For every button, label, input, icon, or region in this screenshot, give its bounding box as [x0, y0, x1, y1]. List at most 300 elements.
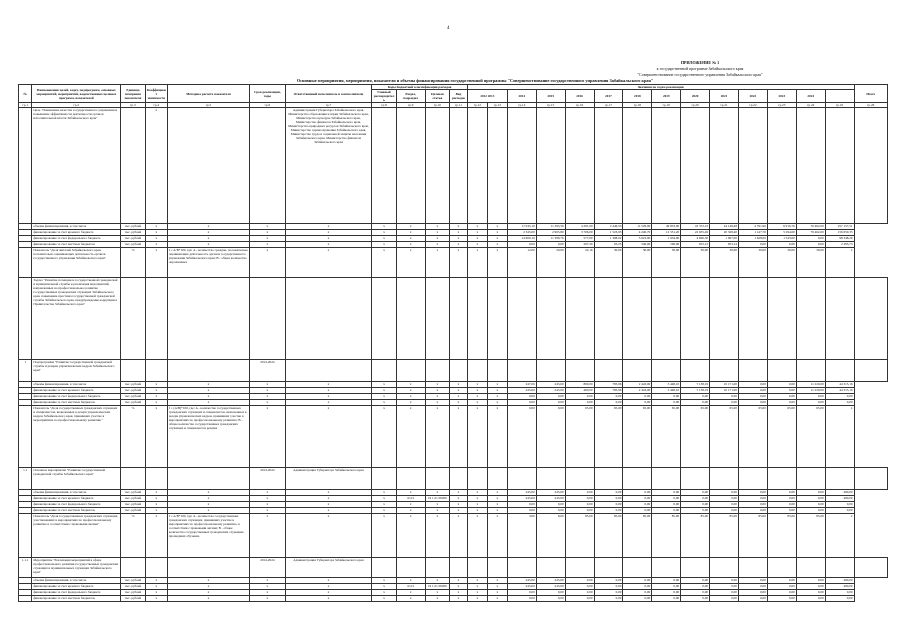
period-cell: х — [250, 490, 286, 496]
column-number: гр.23 — [767, 103, 796, 108]
period-cell: х — [250, 496, 286, 502]
value-cell: 85,00 — [652, 514, 681, 558]
code-cell: х — [425, 242, 449, 248]
value-cell — [467, 278, 487, 360]
financing-label: финансирование за счет федерального бюджета — [32, 394, 121, 400]
value-cell: 0,00 — [796, 490, 825, 496]
value-cell: 12 551,20 — [652, 230, 681, 236]
value-cell: 0,00 — [710, 502, 739, 508]
value-cell: х — [487, 394, 507, 400]
method-cell: х — [167, 394, 249, 400]
exec-cell: х — [285, 400, 372, 406]
value-cell: 0,00 — [796, 394, 825, 400]
code-cell: х — [372, 596, 396, 602]
header-code-grbs: Главный распорядитель — [373, 90, 395, 102]
exec-cell: Администрация Губернатора Забайкальского края, Министерство образования и науки Забайкальского края, Министерство культуры Забайкальского края, Министерство финансов Забайкальского края, Министерство природных ресурсов Забайкальского края, Министерство здравоохранения Забайкальского края, Министерство труда и социальной защиты населения Забайкальского края, Министерство финансов Забайкальского края — [285, 108, 372, 224]
value-cell — [652, 360, 681, 382]
value-cell: 800,00 — [565, 382, 594, 388]
column-number: гр.11 — [450, 103, 468, 108]
code-cell: х — [450, 502, 468, 508]
column-number: гр.13 — [487, 103, 507, 108]
value-cell: 30,00 — [652, 248, 681, 278]
value-cell — [767, 108, 796, 224]
code-cell: х — [396, 596, 425, 602]
header-year: 2014 — [507, 90, 536, 103]
header-year: 2023 — [767, 90, 796, 103]
value-cell: х — [487, 242, 507, 248]
value-cell — [565, 108, 594, 224]
value-cell: 655,12 — [681, 242, 710, 248]
code-cell — [450, 468, 468, 490]
value-cell: х — [825, 248, 854, 278]
value-cell: 4 281,00 — [565, 224, 594, 230]
column-number: гр.21 — [710, 103, 739, 108]
value-cell — [825, 108, 854, 224]
value-cell: 0,00 — [623, 490, 652, 496]
value-cell: 20,00 — [536, 248, 565, 278]
value-cell: 0,00 — [767, 596, 796, 602]
section-name: Цель "Повышение качества государственного управления и повышение эффективности деятельности органов исполнительной власти Забайкальского края" — [32, 108, 121, 224]
row-no-blank — [19, 514, 32, 558]
value-cell: 245,00 — [536, 382, 565, 388]
value-cell: 0,00 — [652, 508, 681, 514]
appendix-line3: "Совершенствование государственного управления Забайкальского края" — [637, 72, 763, 77]
value-cell: х — [467, 406, 487, 468]
period-cell: х — [250, 242, 286, 248]
unit-cell — [121, 108, 145, 224]
value-cell: 30,00 — [796, 248, 825, 278]
financing-label: финансирование за счет федерального бюджета — [32, 590, 121, 596]
value-cell — [738, 558, 767, 578]
header-year: 2018 — [623, 90, 652, 103]
value-cell: 0,00 — [652, 590, 681, 596]
method-cell: х — [167, 578, 249, 584]
unit-cell: тыс. рублей — [121, 590, 145, 596]
value-cell: 1 523,93 — [594, 230, 623, 236]
exec-cell: х — [285, 584, 372, 590]
code-cell: х — [396, 230, 425, 236]
exec-cell: х — [285, 248, 372, 278]
value-cell — [652, 278, 681, 360]
value-cell: 20 328,40 — [710, 230, 739, 236]
value-cell: 0,00 — [652, 596, 681, 602]
exec-cell: х — [285, 224, 372, 230]
value-cell: 3,00 — [507, 514, 536, 558]
column-number: гр.15 — [536, 103, 565, 108]
code-cell: х — [450, 394, 468, 400]
period-cell: х — [250, 394, 286, 400]
value-cell — [467, 108, 487, 224]
indicator-row — [19, 406, 888, 468]
indicator-method: I = (A/B)*100, где: A - количество государственных гражданских служащих и специалистов, включенных в резерв управленческих кадров, принявших участие в мероприятиях по профессиональному развитию; B - общее количество государственных гражданских служащих и специалистов резерва — [167, 406, 249, 468]
code-cell: х — [396, 242, 425, 248]
value-cell — [767, 360, 796, 382]
value-cell: 0,00 — [652, 496, 681, 502]
row-no: 1.1.1 — [19, 558, 32, 578]
value-cell: 0,00 — [738, 596, 767, 602]
value-cell: 0,00 — [738, 590, 767, 596]
header-period: Срок реализации, годы — [250, 85, 286, 103]
value-cell: 257 157,51 — [825, 224, 854, 230]
value-cell — [536, 558, 565, 578]
unit-cell: тыс. рублей — [121, 596, 145, 602]
value-cell: 1 934,00 — [652, 236, 681, 242]
financing-label: финансирование за счет краевого бюджета — [32, 584, 121, 590]
value-cell: 12,00 — [507, 248, 536, 278]
value-cell: 0,00 — [738, 496, 767, 502]
coef-cell: х — [145, 496, 167, 502]
code-cell: х — [425, 236, 449, 242]
value-cell: 1 543,00 — [767, 236, 796, 242]
value-cell — [565, 558, 594, 578]
value-cell: 0,00 — [652, 394, 681, 400]
value-cell — [652, 468, 681, 490]
code-cell: х — [372, 388, 396, 394]
value-cell: 0,00 — [738, 388, 767, 394]
code-cell: х — [372, 406, 396, 468]
method-cell: х — [167, 596, 249, 602]
value-cell: 0,00 — [565, 394, 594, 400]
exec-cell: х — [285, 496, 372, 502]
value-cell: х — [487, 514, 507, 558]
value-cell: 0,00 — [623, 596, 652, 602]
value-cell: х — [825, 514, 854, 558]
section-name: Задача "Развитие потенциала государственной гражданской и муниципальной службы и реализация мероприятий, направленных на профессиональное развитие государственных гражданских служащих Забайкальского края, повышение престижа государственной гражданской службы Забайкальского края, предупреждение коррупции в Правительстве Забайкальского края" — [32, 278, 121, 360]
coef-cell: х — [145, 224, 167, 230]
value-cell: 0,00 — [738, 508, 767, 514]
value-cell: 0,00 — [507, 394, 536, 400]
value-cell: 0,00 — [825, 400, 854, 406]
header-code-target: Целевая статья — [425, 90, 449, 103]
value-cell: 0,00 — [623, 394, 652, 400]
value-cell: 0,00 — [796, 496, 825, 502]
period-cell: х — [250, 584, 286, 590]
indicator-unit: % — [121, 406, 145, 468]
value-cell: х — [467, 590, 487, 596]
value-cell: 11 389,76 — [536, 236, 565, 242]
code-cell: х — [450, 514, 468, 558]
coef-cell: х — [145, 508, 167, 514]
value-cell — [738, 278, 767, 360]
code-cell: х — [372, 394, 396, 400]
code-cell — [425, 278, 449, 360]
column-number: гр.4 — [145, 103, 167, 108]
financing-label: объемы финансирования, в том числе — [32, 490, 121, 496]
value-cell — [825, 558, 854, 578]
value-cell: 0,00 — [536, 596, 565, 602]
value-cell: 400,00 — [565, 388, 594, 394]
code-cell: х — [425, 394, 449, 400]
method-cell: х — [167, 388, 249, 394]
unit-cell: тыс. рублей — [121, 236, 145, 242]
value-cell: 0,00 — [594, 502, 623, 508]
value-cell: 0,00 — [710, 490, 739, 496]
header-year: 2022 — [738, 90, 767, 103]
unit-cell: тыс. рублей — [121, 584, 145, 590]
value-cell: х — [467, 514, 487, 558]
code-cell: х — [450, 224, 468, 230]
value-cell: 0,00 — [536, 502, 565, 508]
value-cell: 11 220,00 — [796, 388, 825, 394]
code-cell: х — [425, 490, 449, 496]
financing-label: финансирование за счет местных бюджетов — [32, 400, 121, 406]
value-cell: 49 833,00 — [652, 224, 681, 230]
section-row — [19, 360, 888, 382]
value-cell: 85,00 — [623, 514, 652, 558]
value-cell — [565, 360, 594, 382]
row-no-blank — [19, 406, 32, 468]
value-cell — [487, 468, 507, 490]
coef-cell: х — [145, 248, 167, 278]
value-cell: 207,30 — [565, 242, 594, 248]
value-cell — [710, 468, 739, 490]
value-cell: 0,00 — [796, 236, 825, 242]
period-cell: х — [250, 236, 286, 242]
value-cell: 0,00 — [507, 406, 536, 468]
value-cell: 0,00 — [565, 578, 594, 584]
column-number: гр.3 — [121, 103, 145, 108]
financing-label: объемы финансирования, в том числе — [32, 578, 121, 584]
value-cell: 0,00 — [565, 490, 594, 496]
value-cell: 0,00 — [536, 508, 565, 514]
code-cell — [450, 108, 468, 224]
value-cell: 85,00 — [681, 514, 710, 558]
period-cell: х — [250, 406, 286, 468]
value-cell — [623, 558, 652, 578]
coef-cell: х — [145, 502, 167, 508]
value-cell: 65,00 — [681, 406, 710, 468]
exec-cell: х — [285, 490, 372, 496]
value-cell: х — [487, 382, 507, 388]
indicator-name: Показатель "Доля государственных гражданских служащих, участвовавших в мероприятиях по профессиональному развитию в соответствии с правовыми актами" — [32, 514, 121, 558]
code-cell: х — [450, 242, 468, 248]
value-cell — [594, 558, 623, 578]
value-cell: 0,00 — [738, 382, 767, 388]
period-cell: х — [250, 382, 286, 388]
value-cell: х — [467, 496, 487, 502]
code-cell: х — [372, 242, 396, 248]
code-cell: х — [450, 248, 468, 278]
value-cell: 0,00 — [681, 578, 710, 584]
value-cell: 4 696,30 — [681, 236, 710, 242]
indicator-method: I = A/B*100, где: A - количество граждан, положительно оценивающих деятельность органов государственного управления Забайкальского края; B - общее количество опрошенных — [167, 248, 249, 278]
code-cell — [372, 360, 396, 382]
code-cell — [372, 108, 396, 224]
column-number: гр.19 — [652, 103, 681, 108]
financing-label: финансирование за счет краевого бюджета — [32, 496, 121, 502]
value-cell: 65,00 — [796, 406, 825, 468]
indicator-name: Показатель "Доля жителей Забайкальского края, положительно оценивающих деятельность органов государственного управления Забайкальского края" — [32, 248, 121, 278]
row-no-blank — [19, 596, 32, 602]
value-cell — [594, 108, 623, 224]
code-cell: х — [396, 502, 425, 508]
value-cell: х — [487, 224, 507, 230]
financing-label: финансирование за счет федерального бюджета — [32, 236, 121, 242]
code-cell: х — [396, 388, 425, 394]
value-cell: х — [467, 230, 487, 236]
value-cell: х — [487, 496, 507, 502]
value-cell: 0,00 — [652, 578, 681, 584]
value-cell: 30,00 — [594, 248, 623, 278]
value-cell — [536, 468, 565, 490]
value-cell: х — [467, 224, 487, 230]
value-cell: 0,00 — [507, 596, 536, 602]
value-cell: 245,00 — [536, 584, 565, 590]
code-cell: х — [396, 590, 425, 596]
code-cell — [396, 558, 425, 578]
column-number: гр.16 — [565, 103, 594, 108]
value-cell — [652, 108, 681, 224]
exec-cell: х — [285, 236, 372, 242]
value-cell — [681, 360, 710, 382]
value-cell — [796, 468, 825, 490]
code-cell: х — [396, 406, 425, 468]
code-cell: х — [372, 508, 396, 514]
value-cell: 0,00 — [536, 590, 565, 596]
financing-label: финансирование за счет краевого бюджета — [32, 388, 121, 394]
value-cell: 0,00 — [767, 578, 796, 584]
value-cell: 0,00 — [623, 508, 652, 514]
coef-cell: х — [145, 578, 167, 584]
code-cell: х — [372, 514, 396, 558]
value-cell — [796, 558, 825, 578]
unit-cell — [121, 468, 145, 490]
value-cell: х — [487, 502, 507, 508]
value-cell: 0,00 — [767, 490, 796, 496]
value-cell: х — [487, 406, 507, 468]
value-cell — [487, 108, 507, 224]
unit-cell: тыс. рублей — [121, 388, 145, 394]
value-cell: 0,00 — [767, 502, 796, 508]
value-cell — [738, 468, 767, 490]
value-cell: 1 398,02 — [594, 236, 623, 242]
period-cell: х — [250, 578, 286, 584]
value-cell: 2 965,80 — [536, 230, 565, 236]
exec-cell: х — [285, 590, 372, 596]
unit-cell — [121, 360, 145, 382]
column-number: гр.8 — [372, 103, 396, 108]
value-cell: 0,00 — [652, 490, 681, 496]
value-cell: 783,96 — [594, 388, 623, 394]
value-cell: 0,00 — [594, 394, 623, 400]
appendix-header — [585, 60, 815, 78]
value-cell: х — [467, 236, 487, 242]
code-cell: х — [450, 590, 468, 596]
value-cell: 4 791,96 — [738, 224, 767, 230]
value-cell: 247,00 — [507, 382, 536, 388]
value-cell: 1 628,00 — [738, 236, 767, 242]
value-cell: 65,00 — [594, 406, 623, 468]
value-cell: 490,00 — [825, 490, 854, 496]
value-cell — [738, 108, 767, 224]
value-cell: 0,00 — [767, 394, 796, 400]
value-cell: х — [467, 400, 487, 406]
value-cell: 79 462,00 — [796, 224, 825, 230]
value-cell: 0,00 — [507, 590, 536, 596]
value-cell: 10 171,00 — [710, 382, 739, 388]
header-exec: Ответственный исполнитель и соисполнители — [285, 85, 372, 103]
value-cell: 0,00 — [565, 590, 594, 596]
code-cell — [372, 468, 396, 490]
exec-cell: х — [285, 382, 372, 388]
value-cell: 0,00 — [565, 584, 594, 590]
value-cell: 0,00 — [507, 400, 536, 406]
value-cell: 0,00 — [796, 596, 825, 602]
value-cell: 245,00 — [507, 388, 536, 394]
code-cell: 0113 — [396, 496, 425, 502]
exec-cell: х — [285, 388, 372, 394]
financing-label: финансирование за счет федерального бюджета — [32, 502, 121, 508]
code-cell: х — [425, 514, 449, 558]
value-cell: х — [467, 584, 487, 590]
column-number: гр.12 — [467, 103, 487, 108]
value-cell: 156 650,35 — [825, 230, 854, 236]
value-cell — [507, 468, 536, 490]
value-cell — [594, 278, 623, 360]
value-cell: 0,00 — [738, 394, 767, 400]
value-cell — [710, 360, 739, 382]
code-cell: х — [450, 508, 468, 514]
header-name: Наименование целей, задач, подпрограмм, основных мероприятий, мероприятий, ведомственных целевых программ, показателей — [32, 85, 121, 103]
value-cell: 2 443,00 — [623, 382, 652, 388]
code-cell: 19 1 01 00200 — [425, 584, 449, 590]
value-cell — [767, 558, 796, 578]
value-cell: 245,00 — [536, 490, 565, 496]
appendix-line2: к государственной программе Забайкальского края — [656, 66, 744, 71]
unit-cell: тыс. рублей — [121, 490, 145, 496]
value-cell: 0,00 — [681, 502, 710, 508]
value-cell: 11 395,56 — [536, 224, 565, 230]
value-cell: х — [467, 248, 487, 278]
coef-cell: х — [145, 394, 167, 400]
value-cell: 7 138,19 — [681, 388, 710, 394]
coef-cell: х — [145, 242, 167, 248]
value-cell: 30,00 — [681, 248, 710, 278]
value-cell: 0,00 — [681, 596, 710, 602]
value-cell — [623, 108, 652, 224]
value-cell: 0,00 — [796, 400, 825, 406]
value-cell: 0,00 — [681, 496, 710, 502]
column-number: гр.6 — [250, 103, 286, 108]
value-cell: 0,00 — [681, 394, 710, 400]
value-cell: х — [487, 236, 507, 242]
coef-cell — [145, 558, 167, 578]
unit-cell — [121, 278, 145, 360]
header-code-section: Раздел, подраздел — [396, 90, 425, 103]
value-cell: 0,00 — [565, 496, 594, 502]
value-cell: 22,16 — [565, 248, 594, 278]
code-cell: х — [425, 596, 449, 602]
coef-cell: х — [145, 382, 167, 388]
value-cell — [467, 558, 487, 578]
unit-cell: тыс. рублей — [121, 502, 145, 508]
code-cell: х — [372, 400, 396, 406]
coef-cell: х — [145, 388, 167, 394]
value-cell: 0,00 — [681, 584, 710, 590]
value-cell — [594, 468, 623, 490]
value-cell — [825, 360, 854, 382]
value-cell: х — [487, 230, 507, 236]
table-body — [19, 103, 888, 602]
period-cell: х — [250, 596, 286, 602]
financing-label: объемы финансирования, в том числе — [32, 224, 121, 230]
value-cell: 1 147,76 — [738, 230, 767, 236]
value-cell: 0,00 — [681, 400, 710, 406]
value-cell: 30,00 — [710, 248, 739, 278]
value-cell: 546,00 — [623, 242, 652, 248]
unit-cell: тыс. рублей — [121, 400, 145, 406]
value-cell — [767, 278, 796, 360]
